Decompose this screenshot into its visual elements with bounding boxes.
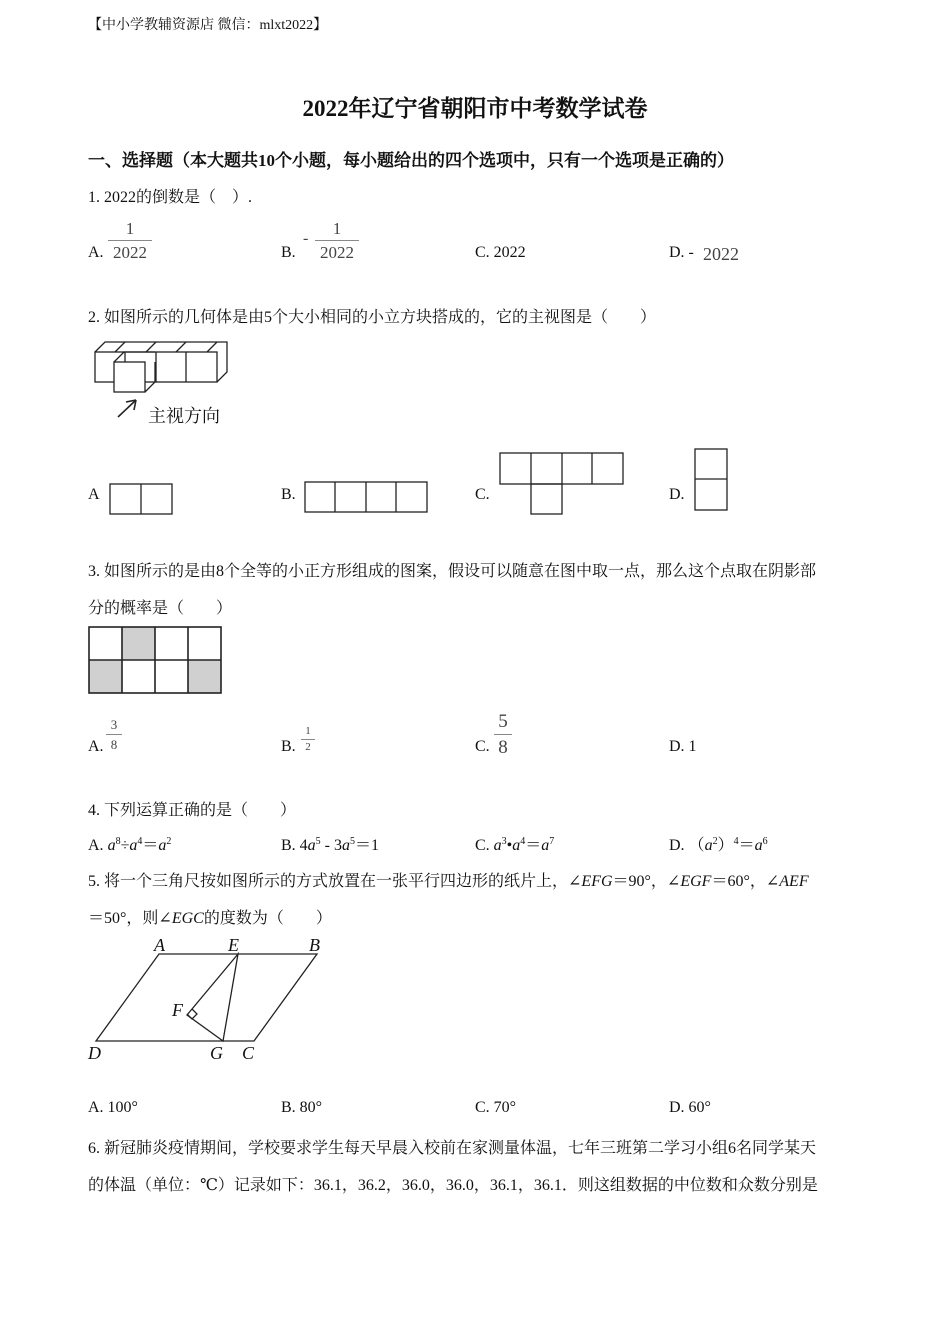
q1-option-a-fraction: $\frac{1}{2022}$ bbox=[108, 220, 152, 261]
q4-option-b: B. $4a^5 - 3a^5=1$ bbox=[281, 836, 380, 854]
q5-label-c: C bbox=[242, 1043, 255, 1063]
q2-view-direction-label: 主视方向 bbox=[148, 406, 220, 427]
q1-option-d-value: 2022 bbox=[703, 244, 739, 264]
q5-label-f: F bbox=[172, 1000, 183, 1020]
q2-option-c: C. bbox=[475, 486, 490, 503]
q1-option-d: D. - bbox=[669, 244, 694, 261]
q1-stem: 1. 2022的倒数是（ ）. bbox=[88, 189, 253, 206]
q2-option-b-figure bbox=[304, 481, 428, 513]
page-title: 2022年辽宁省朝阳市中考数学试卷 bbox=[302, 96, 648, 121]
q3-stem-line2: 分的概率是（ ） bbox=[88, 600, 233, 617]
q2-option-d-figure bbox=[694, 448, 728, 512]
q4-stem: 4. 下列运算正确的是（ ） bbox=[88, 802, 297, 819]
q3-option-c-fraction: $\frac{5}{8}$ bbox=[494, 712, 512, 757]
q6-stem-line1: 6. 新冠肺炎疫情期间，学校要求学生每天早晨入校前在家测量体温，七年三班第二学习小组6名同学某天 bbox=[88, 1140, 817, 1157]
q1-option-c: C. 2022 bbox=[475, 244, 526, 261]
q5-option-a: A. 100° bbox=[88, 1099, 138, 1116]
q5-label-b: B bbox=[309, 935, 320, 955]
q2-option-d: D. bbox=[669, 486, 685, 503]
q5-parallelogram-figure bbox=[86, 933, 326, 1065]
q3-option-c: C. bbox=[475, 738, 490, 755]
q2-stem: 2. 如图所示的几何体是由5个大小相同的小立方块搭成的，它的主视图是（ ） bbox=[88, 309, 657, 326]
q1-option-a: A. bbox=[88, 244, 104, 261]
q2-option-b: B. bbox=[281, 486, 296, 503]
q5-option-d: D. 60° bbox=[669, 1099, 711, 1116]
q3-option-a: A. bbox=[88, 738, 104, 755]
q4-option-a: A. $a^8\div a^4=a^2$ bbox=[88, 836, 172, 854]
q1-option-b-fraction: $\frac{1}{2022}$ bbox=[315, 220, 359, 261]
q5-stem-line2: ＝50°，则∠EGC的度数为（ ） bbox=[88, 910, 332, 927]
section-heading: 一、选择题（本大题共10个小题，每小题给出的四个选项中，只有一个选项是正确的） bbox=[88, 151, 734, 170]
q2-option-c-figure bbox=[499, 452, 625, 516]
q3-option-d: D. 1 bbox=[669, 738, 697, 755]
q3-stem-line1: 3. 如图所示的是由8个全等的小正方形组成的图案，假设可以随意在图中取一点，那么这个点取在阴影部 bbox=[88, 563, 817, 580]
q1-option-b-sign: - bbox=[303, 230, 309, 247]
q2-option-a-figure bbox=[109, 483, 173, 515]
q3-option-b: B. bbox=[281, 738, 296, 755]
q3-option-b-fraction: $\frac{1}{2}$ bbox=[301, 726, 315, 753]
q2-option-a: A bbox=[88, 486, 100, 503]
q5-label-g: G bbox=[210, 1043, 223, 1063]
q4-option-d: D. $(a^2)^4=a^6$ bbox=[669, 836, 768, 854]
q5-label-a: A bbox=[154, 935, 165, 955]
q3-grid-figure bbox=[88, 626, 224, 696]
q5-option-b: B. 80° bbox=[281, 1099, 323, 1116]
page-header: 【中小学教辅资源店 微信：mlxt2022】 bbox=[88, 18, 328, 33]
q4-option-c: C. $a^3•a^4=a^7$ bbox=[475, 836, 555, 854]
q5-label-d: D bbox=[88, 1043, 101, 1063]
q6-stem-line2: 的体温（单位：℃）记录如下：36.1，36.2，36.0，36.0，36.1，36.1．则这组数据的中位数和众数分别是 bbox=[88, 1177, 818, 1194]
q1-option-b: B. bbox=[281, 244, 296, 261]
q5-stem-line1: 5. 将一个三角尺按如图所示的方式放置在一张平行四边形的纸片上，∠EFG＝90°，∠EGF＝60°，∠AEF bbox=[88, 873, 809, 890]
q3-option-a-fraction: $\frac{3}{8}$ bbox=[106, 718, 122, 751]
q5-label-e: E bbox=[228, 935, 239, 955]
q5-option-c: C. 70° bbox=[475, 1099, 517, 1116]
